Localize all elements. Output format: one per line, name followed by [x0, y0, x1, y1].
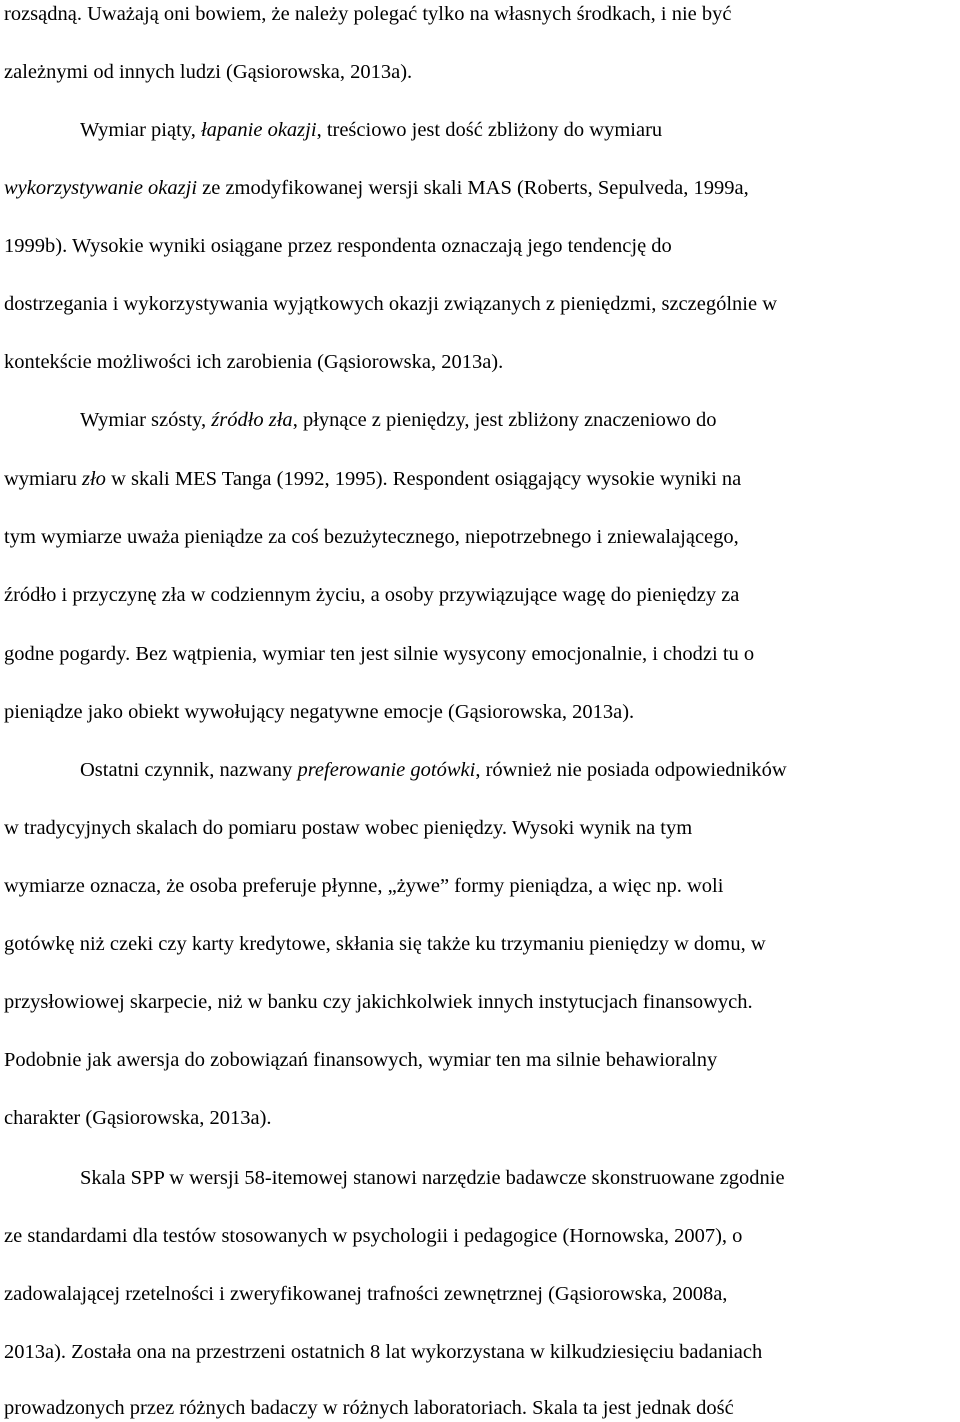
text-line: [4, 174, 749, 202]
text-span: Wymiar szósty,: [80, 409, 212, 431]
text-line: 1999b). Wysokie wyniki osiągane przez respondenta oznaczają jego tendencję do: [4, 235, 672, 257]
text-line: przysłowiowej skarpecie, niż w banku czy jakichkolwiek innych instytucjach finansowych.: [4, 991, 753, 1013]
text-span: Ostatni czynnik, nazwany: [80, 759, 298, 781]
text-line: pieniądze jako obiekt wywołujący negatywne emocje (Gąsiorowska, 2013a).: [4, 701, 635, 723]
text-span: ze zmodyfikowanej wersji skali MAS (Roberts, Sepulveda, 1999a,: [197, 177, 749, 199]
italic-term: źródło zła: [211, 409, 293, 431]
text-line: gotówkę niż czeki czy karty kredytowe, skłania się także ku trzymaniu pieniędzy w domu, w: [4, 933, 766, 955]
text-line: charakter (Gąsiorowska, 2013a).: [4, 1107, 272, 1129]
text-span: , również nie posiada odpowiedników: [475, 759, 787, 781]
text-line: rozsądną. Uważają oni bowiem, że należy polegać tylko na własnych środkach, i nie być: [4, 3, 732, 25]
text-line: w tradycyjnych skalach do pomiaru postaw wobec pieniędzy. Wysoki wynik na tym: [4, 817, 693, 839]
text-line: [80, 406, 717, 434]
text-line: Podobnie jak awersja do zobowiązań finansowych, wymiar ten ma silnie behawioralny: [4, 1049, 718, 1071]
italic-term: wykorzystywanie okazji: [4, 177, 198, 199]
text-span: , płynące z pieniędzy, jest zbliżony znaczeniowo do: [292, 409, 717, 431]
text-line: tym wymiarze uważa pieniądze za coś bezużytecznego, niepotrzebnego i zniewalającego,: [4, 526, 739, 548]
text-span: w skali MES Tanga (1992, 1995). Respondent osiągający wysokie wyniki na: [105, 468, 742, 490]
text-line: [80, 116, 662, 144]
text-line: zadowalającej rzetelności i zweryfikowanej trafności zewnętrznej (Gąsiorowska, 2008a,: [4, 1283, 728, 1305]
text-line: Skala SPP w wersji 58-itemowej stanowi narzędzie badawcze skonstruowane zgodnie: [80, 1167, 785, 1189]
text-line: prowadzonych przez różnych badaczy w różnych laboratoriach. Skala ta jest jednak dość: [4, 1397, 734, 1419]
italic-term: preferowanie gotówki: [297, 759, 476, 781]
text-line: dostrzegania i wykorzystywania wyjątkowych okazji związanych z pieniędzmi, szczególnie w: [4, 293, 778, 315]
italic-term: zło: [82, 468, 106, 490]
text-line: 2013a). Została ona na przestrzeni ostatnich 8 lat wykorzystana w kilkudziesięciu badaniach: [4, 1341, 763, 1363]
text-line: ze standardami dla testów stosowanych w psychologii i pedagogice (Hornowska, 2007), o: [4, 1225, 743, 1247]
italic-term: łapanie okazji: [200, 119, 317, 141]
text-line: [80, 756, 787, 784]
text-line: źródło i przyczynę zła w codziennym życiu, a osoby przywiązujące wagę do pieniędzy za: [4, 584, 740, 606]
text-line: zależnymi od innych ludzi (Gąsiorowska, 2013a).: [4, 61, 413, 83]
text-span: , treściowo jest dość zbliżony do wymiaru: [316, 119, 663, 141]
text-line: kontekście możliwości ich zarobienia (Gąsiorowska, 2013a).: [4, 351, 504, 373]
text-span: Wymiar piąty,: [80, 119, 201, 141]
text-line: wymiarze oznacza, że osoba preferuje płynne, „żywe” formy pieniądza, a więc np. woli: [4, 875, 724, 897]
text-line: godne pogardy. Bez wątpienia, wymiar ten jest silnie wysycony emocjonalnie, i chodzi tu o: [4, 643, 755, 665]
text-span: wymiaru: [4, 468, 82, 490]
text-line: [4, 465, 741, 493]
